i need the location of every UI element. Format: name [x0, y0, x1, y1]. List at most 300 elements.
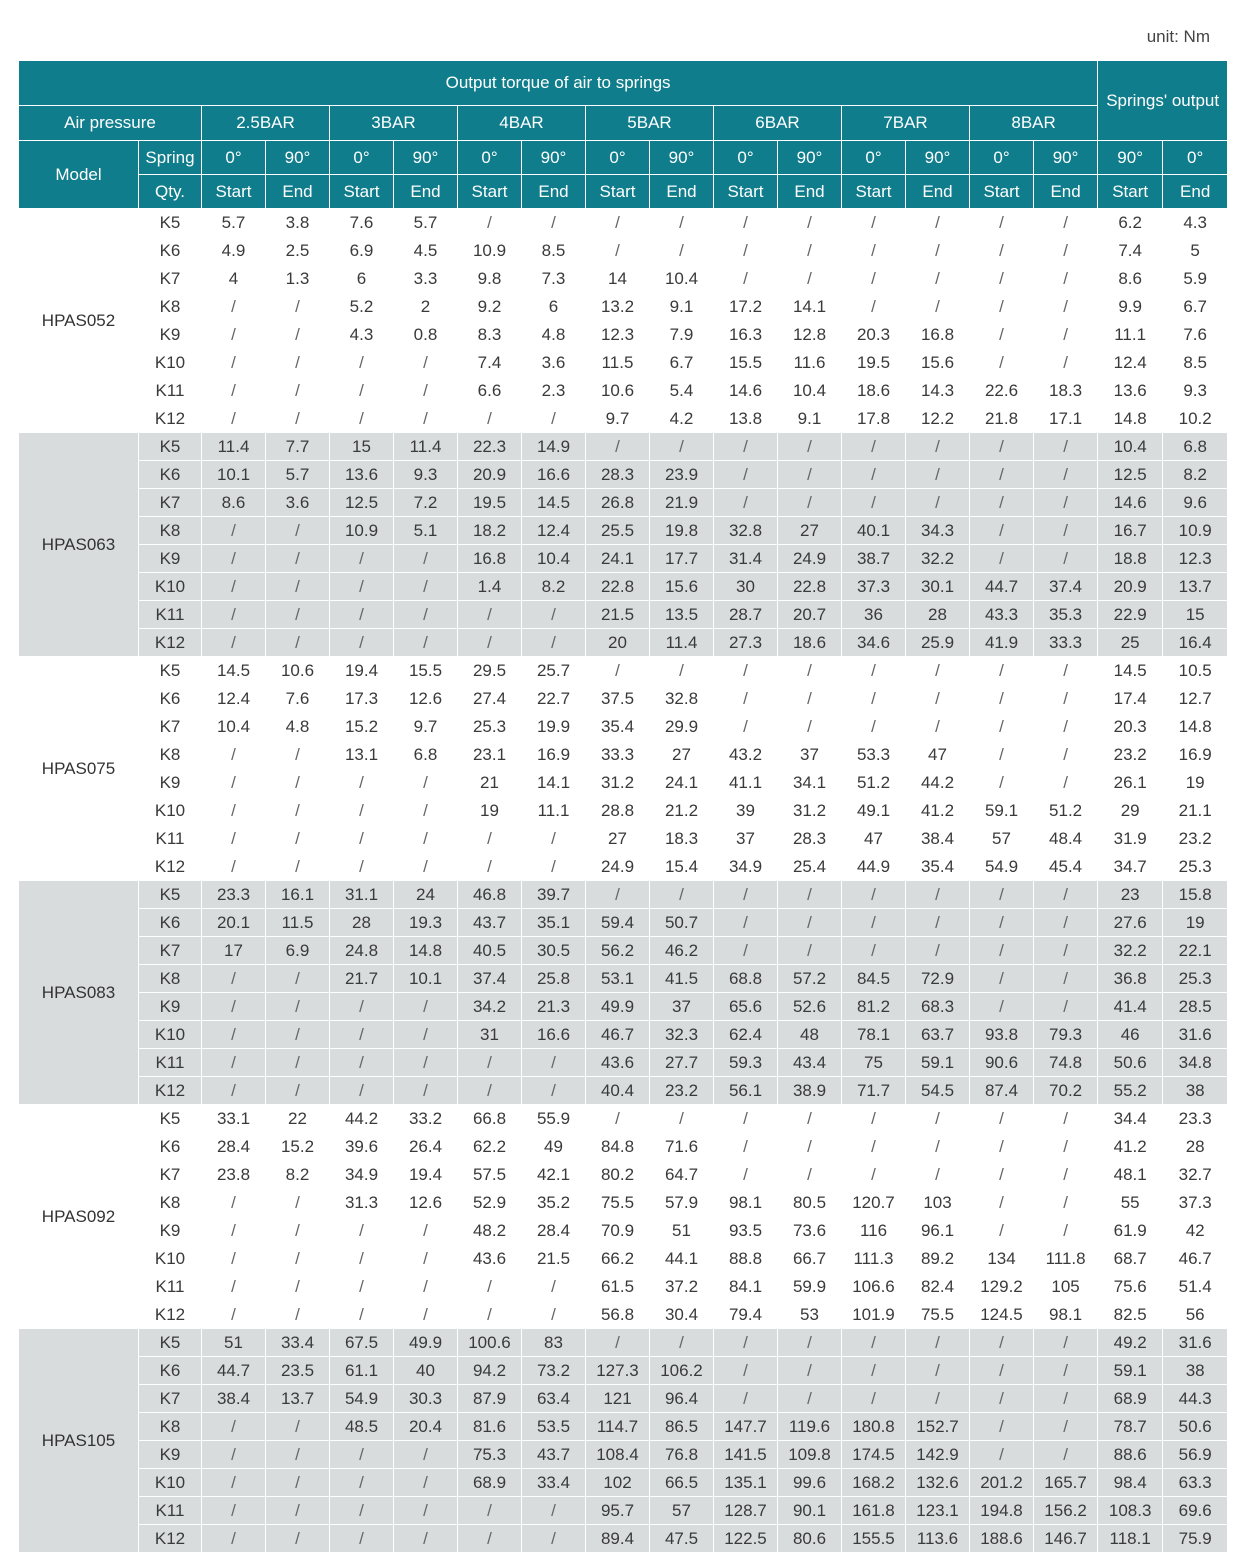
value-cell: / [394, 1273, 458, 1301]
value-cell: 33.3 [586, 741, 650, 769]
value-cell: / [970, 685, 1034, 713]
value-cell: 25.5 [586, 517, 650, 545]
value-cell: / [266, 769, 330, 797]
value-cell: / [650, 433, 714, 461]
value-cell: 10.4 [650, 265, 714, 293]
value-cell: / [1034, 909, 1098, 937]
table-row [19, 545, 1228, 573]
value-cell: 28.3 [586, 461, 650, 489]
value-cell: 59.1 [1098, 1357, 1163, 1385]
value-cell: 44.9 [842, 853, 906, 881]
position-header: End [394, 175, 458, 209]
value-cell: / [778, 1105, 842, 1133]
value-cell: 53.5 [522, 1413, 586, 1441]
angle-header: 90° [906, 141, 970, 175]
torque-table [18, 60, 1228, 1553]
pressure-header: 5BAR [586, 106, 714, 141]
value-cell: / [842, 237, 906, 265]
value-cell: 14.3 [906, 377, 970, 405]
value-cell: 9.7 [586, 405, 650, 433]
value-cell: / [714, 1329, 778, 1357]
value-cell: / [906, 461, 970, 489]
value-cell: / [266, 797, 330, 825]
value-cell: 80.5 [778, 1189, 842, 1217]
springs-output-header: Springs' output [1098, 61, 1228, 141]
value-cell: / [970, 433, 1034, 461]
position-header: Start [330, 175, 394, 209]
table-row [19, 1021, 1228, 1049]
value-cell: 4.9 [202, 237, 266, 265]
value-cell: 32.7 [1163, 1161, 1228, 1189]
value-cell: / [778, 1385, 842, 1413]
value-cell: / [714, 937, 778, 965]
value-cell: 8.3 [458, 321, 522, 349]
model-cell: HPAS092 [19, 1105, 139, 1329]
value-cell: 10.4 [522, 545, 586, 573]
value-cell: 5.1 [394, 517, 458, 545]
value-cell: / [458, 825, 522, 853]
value-cell: 68.7 [1098, 1245, 1163, 1273]
value-cell: / [714, 265, 778, 293]
value-cell: 66.5 [650, 1469, 714, 1497]
value-cell: 26.8 [586, 489, 650, 517]
position-header: Start [202, 175, 266, 209]
value-cell: 6.9 [266, 937, 330, 965]
table-row [19, 909, 1228, 937]
value-cell: 93.5 [714, 1217, 778, 1245]
value-cell: 19.8 [650, 517, 714, 545]
value-cell: / [586, 881, 650, 909]
value-cell: 7.4 [458, 349, 522, 377]
value-cell: 13.6 [330, 461, 394, 489]
value-cell: / [714, 1133, 778, 1161]
value-cell: 27.6 [1098, 909, 1163, 937]
value-cell: 24.8 [330, 937, 394, 965]
value-cell: 23.2 [1163, 825, 1228, 853]
position-header: Start [714, 175, 778, 209]
value-cell: 56.1 [714, 1077, 778, 1105]
value-cell: 84.8 [586, 1133, 650, 1161]
value-cell: 23.5 [266, 1357, 330, 1385]
value-cell: 13.8 [714, 405, 778, 433]
spring-cell: K10 [139, 349, 202, 377]
spring-cell: K8 [139, 965, 202, 993]
value-cell: 11.4 [394, 433, 458, 461]
value-cell: / [970, 741, 1034, 769]
value-cell: 4.2 [650, 405, 714, 433]
value-cell: / [1034, 293, 1098, 321]
value-cell: / [778, 657, 842, 685]
value-cell: 21 [458, 769, 522, 797]
value-cell: 23.1 [458, 741, 522, 769]
value-cell: 21.5 [522, 1245, 586, 1273]
value-cell: / [266, 1497, 330, 1525]
value-cell: 16.8 [906, 321, 970, 349]
value-cell: / [330, 601, 394, 629]
value-cell: / [330, 405, 394, 433]
table-row [19, 1189, 1228, 1217]
value-cell: 23.9 [650, 461, 714, 489]
value-cell: 132.6 [906, 1469, 970, 1497]
value-cell: 59.3 [714, 1049, 778, 1077]
value-cell: 31 [458, 1021, 522, 1049]
value-cell: / [970, 517, 1034, 545]
value-cell: / [202, 349, 266, 377]
value-cell: 52.6 [778, 993, 842, 1021]
value-cell: 10.2 [1163, 405, 1228, 433]
value-cell: 53.3 [842, 741, 906, 769]
value-cell: 7.6 [330, 209, 394, 237]
model-group [19, 1329, 1228, 1553]
value-cell: 61.9 [1098, 1217, 1163, 1245]
value-cell: 37 [778, 741, 842, 769]
value-cell: 14.6 [714, 377, 778, 405]
value-cell: / [202, 629, 266, 657]
value-cell: 15.5 [394, 657, 458, 685]
value-cell: / [1034, 545, 1098, 573]
value-cell: 24 [394, 881, 458, 909]
value-cell: / [394, 405, 458, 433]
value-cell: / [714, 1385, 778, 1413]
value-cell: / [202, 545, 266, 573]
value-cell: 6.8 [1163, 433, 1228, 461]
value-cell: 161.8 [842, 1497, 906, 1525]
table-row [19, 1441, 1228, 1469]
value-cell: 96.1 [906, 1217, 970, 1245]
table-row [19, 993, 1228, 1021]
value-cell: 28.3 [778, 825, 842, 853]
value-cell: 41.5 [650, 965, 714, 993]
value-cell: 59.1 [906, 1049, 970, 1077]
value-cell: / [842, 1105, 906, 1133]
value-cell: 156.2 [1034, 1497, 1098, 1525]
value-cell: / [906, 1133, 970, 1161]
value-cell: / [266, 1301, 330, 1329]
value-cell: 16.9 [522, 741, 586, 769]
value-cell: 5 [1163, 237, 1228, 265]
value-cell: 22.8 [778, 573, 842, 601]
value-cell: 34.9 [330, 1161, 394, 1189]
value-cell: / [522, 1497, 586, 1525]
value-cell: / [778, 1357, 842, 1385]
value-cell: / [906, 1329, 970, 1357]
value-cell: / [650, 1105, 714, 1133]
value-cell: / [1034, 265, 1098, 293]
table-row [19, 1301, 1228, 1329]
table-row [19, 741, 1228, 769]
model-group [19, 433, 1228, 657]
value-cell: 165.7 [1034, 1469, 1098, 1497]
table-row [19, 657, 1228, 685]
value-cell: 44.2 [330, 1105, 394, 1133]
value-cell: / [970, 1441, 1034, 1469]
value-cell: / [714, 1161, 778, 1189]
value-cell: 19.5 [458, 489, 522, 517]
table-row [19, 1385, 1228, 1413]
table-row [19, 237, 1228, 265]
value-cell: 21.5 [586, 601, 650, 629]
value-cell: 5.9 [1163, 265, 1228, 293]
value-cell: 96.4 [650, 1385, 714, 1413]
value-cell: 31.3 [330, 1189, 394, 1217]
value-cell: / [842, 1357, 906, 1385]
value-cell: 17.2 [714, 293, 778, 321]
value-cell: 44.7 [202, 1357, 266, 1385]
value-cell: / [202, 853, 266, 881]
model-cell: HPAS063 [19, 433, 139, 657]
value-cell: / [1034, 685, 1098, 713]
value-cell: 180.8 [842, 1413, 906, 1441]
value-cell: / [330, 1217, 394, 1245]
value-cell: 59.1 [970, 797, 1034, 825]
value-cell: 23.2 [650, 1077, 714, 1105]
spring-cell: K11 [139, 1273, 202, 1301]
value-cell: / [906, 489, 970, 517]
value-cell: 90.1 [778, 1497, 842, 1525]
value-cell: 42 [1163, 1217, 1228, 1245]
value-cell: 102 [586, 1469, 650, 1497]
angle-header: 90° [778, 141, 842, 175]
value-cell: / [394, 1049, 458, 1077]
value-cell: 82.5 [1098, 1301, 1163, 1329]
value-cell: / [394, 797, 458, 825]
value-cell: 7.4 [1098, 237, 1163, 265]
value-cell: 15.6 [906, 349, 970, 377]
value-cell: 98.1 [714, 1189, 778, 1217]
value-cell: / [842, 209, 906, 237]
table-row [19, 825, 1228, 853]
value-cell: 11.5 [586, 349, 650, 377]
table-row [19, 1105, 1228, 1133]
value-cell: 9.9 [1098, 293, 1163, 321]
value-cell: 4 [202, 265, 266, 293]
value-cell: / [714, 209, 778, 237]
value-cell: / [394, 825, 458, 853]
value-cell: 14.8 [1163, 713, 1228, 741]
spring-cell: K8 [139, 1189, 202, 1217]
value-cell: 3.8 [266, 209, 330, 237]
value-cell: 34.8 [1163, 1049, 1228, 1077]
value-cell: 34.9 [714, 853, 778, 881]
value-cell: 62.2 [458, 1133, 522, 1161]
value-cell: 40.5 [458, 937, 522, 965]
value-cell: 30.1 [906, 573, 970, 601]
value-cell: / [906, 713, 970, 741]
value-cell: / [330, 1245, 394, 1273]
spring-cell: K7 [139, 265, 202, 293]
value-cell: 16.9 [1163, 741, 1228, 769]
value-cell: / [1034, 1413, 1098, 1441]
value-cell: 44.1 [650, 1245, 714, 1273]
value-cell: 24.1 [586, 545, 650, 573]
value-cell: 19.9 [522, 713, 586, 741]
value-cell: / [330, 797, 394, 825]
value-cell: / [586, 433, 650, 461]
value-cell: / [330, 1301, 394, 1329]
value-cell: 88.6 [1098, 1441, 1163, 1469]
table-row [19, 1077, 1228, 1105]
value-cell: / [202, 1245, 266, 1273]
value-cell: 38 [1163, 1077, 1228, 1105]
value-cell: 67.5 [330, 1329, 394, 1357]
value-cell: 22.8 [586, 573, 650, 601]
spring-cell: K5 [139, 1105, 202, 1133]
value-cell: 15.2 [266, 1133, 330, 1161]
value-cell: 35.3 [1034, 601, 1098, 629]
spring-header: Spring [139, 141, 202, 175]
value-cell: / [394, 1441, 458, 1469]
value-cell: 9.6 [1163, 489, 1228, 517]
value-cell: 5.4 [650, 377, 714, 405]
position-header: End [906, 175, 970, 209]
value-cell: / [330, 629, 394, 657]
value-cell: 201.2 [970, 1469, 1034, 1497]
value-cell: 47.5 [650, 1525, 714, 1553]
value-cell: 49 [522, 1133, 586, 1161]
value-cell: / [1034, 1161, 1098, 1189]
position-header: Start [586, 175, 650, 209]
spring-cell: K10 [139, 1245, 202, 1273]
value-cell: 87.4 [970, 1077, 1034, 1105]
value-cell: 3.6 [266, 489, 330, 517]
value-cell: 20.7 [778, 601, 842, 629]
value-cell: 31.1 [330, 881, 394, 909]
value-cell: 30 [714, 573, 778, 601]
pressure-header: 6BAR [714, 106, 842, 141]
value-cell: / [970, 293, 1034, 321]
value-cell: 8.5 [1163, 349, 1228, 377]
value-cell: 5.7 [266, 461, 330, 489]
spring-cell: K12 [139, 853, 202, 881]
value-cell: 64.7 [650, 1161, 714, 1189]
value-cell: / [266, 1077, 330, 1105]
value-cell: / [1034, 489, 1098, 517]
value-cell: 55.2 [1098, 1077, 1163, 1105]
value-cell: 44.3 [1163, 1385, 1228, 1413]
spring-cell: K10 [139, 1021, 202, 1049]
model-cell: HPAS105 [19, 1329, 139, 1553]
unit-label: unit: Nm [1146, 27, 1210, 46]
value-cell: / [586, 657, 650, 685]
value-cell: / [202, 993, 266, 1021]
value-cell: / [778, 433, 842, 461]
angle-header: 0° [842, 141, 906, 175]
value-cell: 34.6 [842, 629, 906, 657]
value-cell: / [970, 909, 1034, 937]
value-cell: 20.1 [202, 909, 266, 937]
value-cell: 5.2 [330, 293, 394, 321]
table-row [19, 853, 1228, 881]
value-cell: 10.6 [266, 657, 330, 685]
value-cell: 4.8 [522, 321, 586, 349]
value-cell: 66.8 [458, 1105, 522, 1133]
value-cell: 16.1 [266, 881, 330, 909]
value-cell: / [202, 573, 266, 601]
value-cell: 30.3 [394, 1385, 458, 1413]
value-cell: / [906, 209, 970, 237]
value-cell: 39.7 [522, 881, 586, 909]
value-cell: 65.6 [714, 993, 778, 1021]
value-cell: / [266, 601, 330, 629]
spring-cell: K7 [139, 937, 202, 965]
value-cell: 15.2 [330, 713, 394, 741]
value-cell: 7.9 [650, 321, 714, 349]
value-cell: / [842, 657, 906, 685]
table-row [19, 1413, 1228, 1441]
spring-cell: K7 [139, 1161, 202, 1189]
table-row [19, 1329, 1228, 1357]
value-cell: / [842, 461, 906, 489]
value-cell: / [842, 881, 906, 909]
value-cell: / [394, 1301, 458, 1329]
value-cell: 27.7 [650, 1049, 714, 1077]
value-cell: / [330, 573, 394, 601]
value-cell: 123.1 [906, 1497, 970, 1525]
position-header: Start [458, 175, 522, 209]
angle-header: 0° [458, 141, 522, 175]
value-cell: / [458, 629, 522, 657]
value-cell: 28 [906, 601, 970, 629]
value-cell: / [266, 321, 330, 349]
value-cell: / [970, 1217, 1034, 1245]
value-cell: 57.2 [778, 965, 842, 993]
value-cell: 118.1 [1098, 1525, 1163, 1553]
value-cell: / [202, 1273, 266, 1301]
value-cell: 79.4 [714, 1301, 778, 1329]
value-cell: 14.5 [522, 489, 586, 517]
value-cell: 37.3 [842, 573, 906, 601]
table-row [19, 433, 1228, 461]
value-cell: / [842, 909, 906, 937]
value-cell: 5.7 [202, 209, 266, 237]
value-cell: 28.7 [714, 601, 778, 629]
value-cell: 33.1 [202, 1105, 266, 1133]
value-cell: 57.9 [650, 1189, 714, 1217]
model-group [19, 881, 1228, 1105]
table-row [19, 881, 1228, 909]
value-cell: / [330, 769, 394, 797]
value-cell: 43.4 [778, 1049, 842, 1077]
value-cell: / [202, 1413, 266, 1441]
value-cell: 3.3 [394, 265, 458, 293]
value-cell: / [522, 1301, 586, 1329]
value-cell: 68.3 [906, 993, 970, 1021]
value-cell: / [650, 237, 714, 265]
position-header: End [1034, 175, 1098, 209]
value-cell: / [586, 237, 650, 265]
value-cell: / [970, 237, 1034, 265]
value-cell: 63.3 [1163, 1469, 1228, 1497]
value-cell: 127.3 [586, 1357, 650, 1385]
value-cell: 6.2 [1098, 209, 1163, 237]
value-cell: / [266, 741, 330, 769]
value-cell: 37.4 [458, 965, 522, 993]
model-group [19, 209, 1228, 433]
value-cell: 35.1 [522, 909, 586, 937]
spring-cell: K5 [139, 433, 202, 461]
value-cell: 43.3 [970, 601, 1034, 629]
value-cell: / [330, 1049, 394, 1077]
table-row [19, 517, 1228, 545]
value-cell: 38.7 [842, 545, 906, 573]
value-cell: / [266, 629, 330, 657]
spring-cell: K10 [139, 797, 202, 825]
table-row [19, 713, 1228, 741]
value-cell: 21.8 [970, 405, 1034, 433]
value-cell: / [1034, 349, 1098, 377]
spring-cell: K6 [139, 909, 202, 937]
value-cell: 25 [1098, 629, 1163, 657]
